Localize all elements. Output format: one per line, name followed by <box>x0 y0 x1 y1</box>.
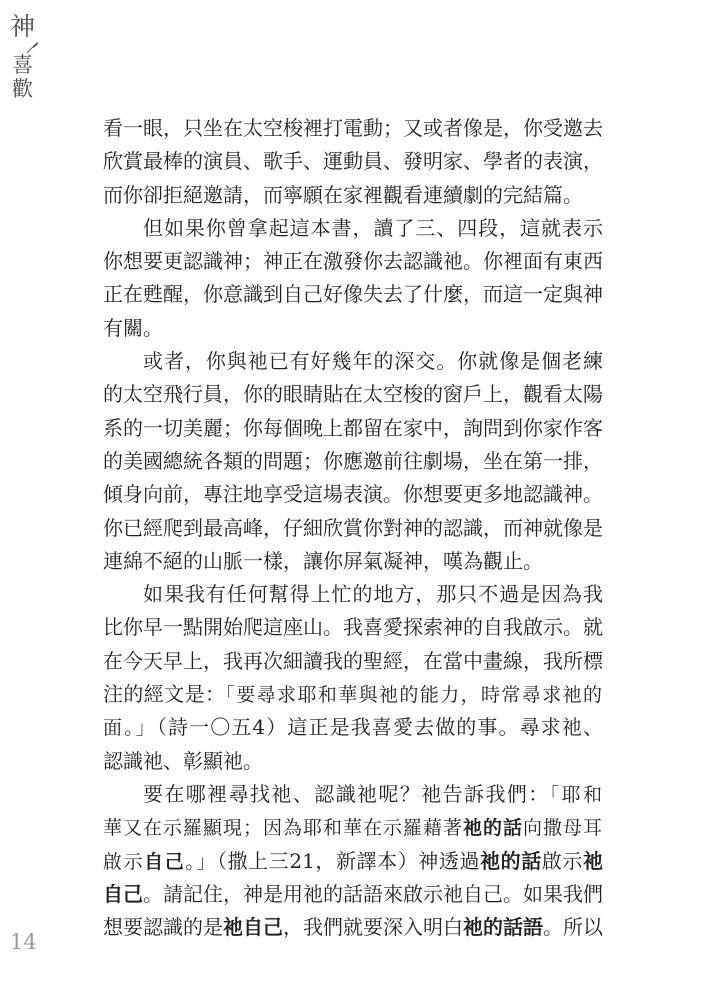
text-segment: 要在哪裡尋找祂、認識祂呢？祂告訴我們： <box>143 781 550 806</box>
text-segment: 的美國總統各類的問題；你應邀前往劇場，坐在第一排， <box>103 448 603 473</box>
running-header <box>0 0 60 110</box>
scripture-quote: 「要尋求耶和華與祂的能力，時常尋求祂的 <box>225 684 603 707</box>
text-line <box>103 811 603 844</box>
text-segment: 欣賞最棒的演員、歌手、運動員、發明家、學者的表演， <box>103 149 603 174</box>
body-text <box>103 112 603 944</box>
text-segment: （詩一〇五4）這正是我喜愛去做的事。尋求祂、 <box>156 715 603 740</box>
text-segment: 注的經文是： <box>103 682 226 707</box>
text-line <box>103 278 603 311</box>
scripture-quote: 向撒母耳 <box>523 817 604 840</box>
text-line <box>103 678 603 711</box>
emphasis-text: 祂的話 <box>480 848 542 873</box>
text-segment: （撒上三21，新譯本）神透過 <box>217 848 481 873</box>
header-title-char: 喜 <box>12 53 33 77</box>
text-segment: 。請記住，神是用祂的話語來啟示祂自己。如果我們 <box>143 881 603 906</box>
text-segment: ，我們就要深入明白 <box>283 915 463 940</box>
text-line <box>103 611 603 644</box>
text-segment: 看一眼，只坐在太空梭裡打電動；又或者像是，你受邀去 <box>103 116 603 140</box>
text-segment: 有關。 <box>103 315 163 340</box>
text-line <box>103 112 603 145</box>
header-title-char: 歡 <box>12 77 33 101</box>
text-segment: 或者，你與祂已有好幾年的深交。你就像是個老練 <box>143 349 603 374</box>
text-line <box>103 645 603 678</box>
text-segment: 而你卻拒絕邀請，而寧願在家裡觀看連續劇的完結篇。 <box>103 182 583 207</box>
scripture-quote: 面。」 <box>103 717 157 740</box>
text-segment: 。所以 <box>543 915 603 940</box>
paragraph-first-line <box>103 578 603 611</box>
text-line <box>103 845 603 878</box>
text-line <box>103 312 603 345</box>
text-line <box>103 245 603 278</box>
paragraph-first-line <box>103 778 603 811</box>
emphasis-text: 祂自己 <box>223 915 283 940</box>
text-line <box>103 745 603 778</box>
emphasis-text: 祂的話 <box>463 817 524 840</box>
emphasis-text: 自己 <box>103 881 143 906</box>
text-segment: 比你早一點開始爬這座山。我喜愛探索神的自我啟示。就 <box>103 615 603 640</box>
paragraph-first-line <box>103 345 603 378</box>
text-segment: 認識祂、彰顯祂。 <box>103 748 263 773</box>
text-line <box>103 378 603 411</box>
text-segment: 但如果你曾拿起這本書，讀了三、四段，這就表示 <box>143 215 603 240</box>
text-segment: 啟示 <box>541 848 583 873</box>
text-segment: 你已經爬到最高峰，仔細欣賞你對神的認識，而神就像是 <box>103 515 603 540</box>
page-number: 14 <box>10 930 37 954</box>
text-line <box>103 179 603 212</box>
text-line <box>103 145 603 178</box>
text-line <box>103 478 603 511</box>
text-segment: 系的一切美麗；你每個晚上都留在家中，詢問到你家作客 <box>103 415 603 440</box>
text-line <box>103 412 603 445</box>
emphasis-text: 祂的話語 <box>463 915 543 940</box>
text-segment: 在今天早上，我再次細讀我的聖經，在當中畫線，我所標 <box>103 648 603 673</box>
paragraph-first-line <box>103 212 603 245</box>
text-segment: 傾身向前，專注地享受這場表演。你想要更多地認識神。 <box>103 482 603 507</box>
text-line <box>103 445 603 478</box>
text-segment: 想要認識的是 <box>103 915 223 940</box>
emphasis-text: 自己 <box>144 850 186 873</box>
text-segment: 你想要更認識神；神正在激發你去認識祂。你裡面有東西 <box>103 249 603 274</box>
header-title-char: 神 <box>10 12 36 41</box>
scripture-quote: 「耶和 <box>549 783 603 806</box>
text-line <box>103 711 603 744</box>
scripture-quote: 。」 <box>185 850 218 873</box>
text-line <box>103 911 603 944</box>
text-segment: 如果我有任何幫得上忙的地方，那只不過是因為我 <box>143 582 603 607</box>
text-segment: 的太空飛行員，你的眼睛貼在太空梭的窗戶上，觀看太陽 <box>103 382 603 407</box>
emphasis-text: 祂 <box>582 848 603 873</box>
text-segment: 正在甦醒，你意識到自己好像失去了什麼，而這一定與神 <box>103 282 603 307</box>
text-segment: 連綿不絕的山脈一樣，讓你屏氣凝神，嘆為觀止。 <box>103 548 543 573</box>
scripture-quote: 華又在示羅顯現；因為耶和華在示羅藉著 <box>103 817 464 840</box>
text-line <box>103 512 603 545</box>
text-line <box>103 545 603 578</box>
text-line <box>103 878 603 911</box>
leaf-icon <box>26 39 39 52</box>
scripture-quote: 啟示 <box>103 850 145 873</box>
